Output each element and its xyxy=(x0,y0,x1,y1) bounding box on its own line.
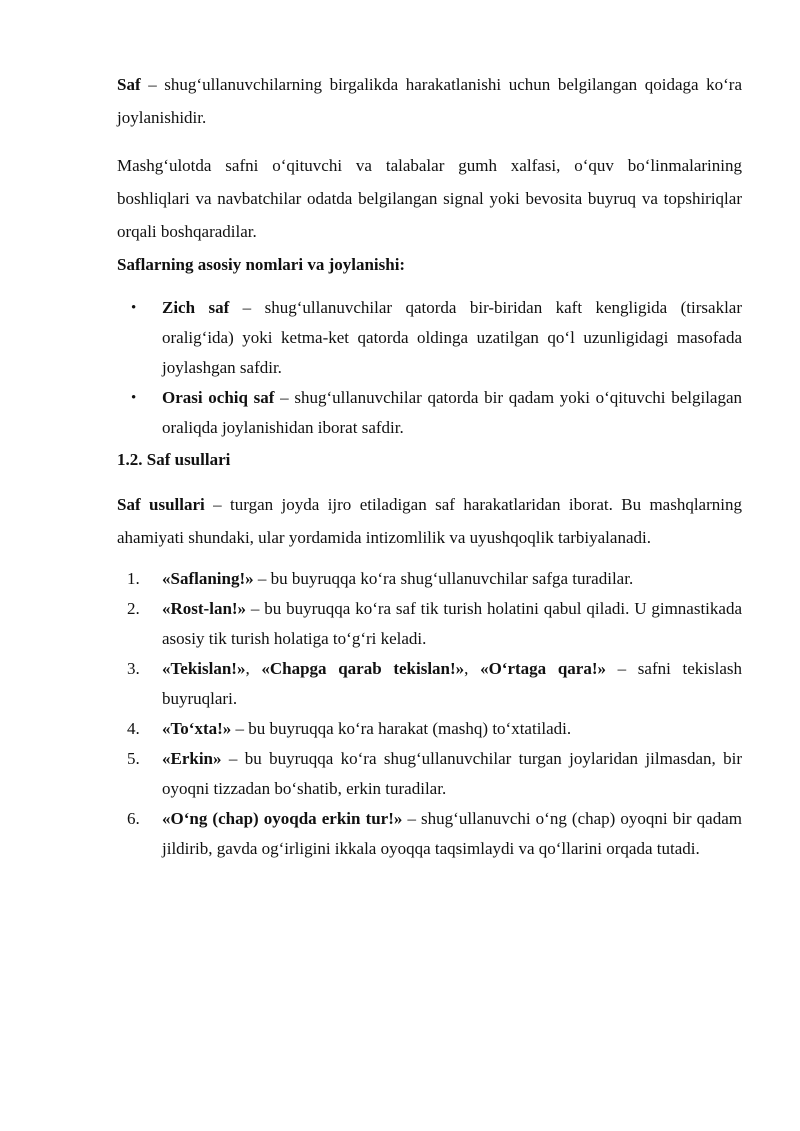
list-number: 2. xyxy=(127,599,140,618)
command-name: «To‘xta!» xyxy=(162,719,232,738)
list-item-text: – safni tekislash buyruqlari. xyxy=(162,659,742,708)
list-number: 6. xyxy=(127,809,140,828)
command-name: «Tekislan!» xyxy=(162,659,246,678)
list-item-text: , xyxy=(245,659,262,678)
paragraph-text: – turgan joyda ijro etiladigan saf harakatlaridan iborat. Bu mashqlarning ahamiyati shundaki, ular yordamida intizomlilik va uyushqoqlik tarbiyalanadi. xyxy=(117,495,742,547)
command-name: «Rost-lan!» xyxy=(162,599,247,618)
list-item-text: – bu buyruqqa ko‘ra shug‘ullanuvchilar safga turadilar. xyxy=(253,569,634,588)
list-item-text: , xyxy=(464,659,481,678)
term-saf-usullari: Saf usullari xyxy=(117,495,205,514)
term-orasi-ochiq-saf: Orasi ochiq saf xyxy=(162,388,275,407)
command-name: «O‘ng (chap) oyoqda erkin tur!» xyxy=(162,809,403,828)
paragraph-saf-usullari xyxy=(117,488,742,554)
list-item-text: – bu buyruqqa ko‘ra saf tik turish holatini qabul qiladi. U gimnastikada asosiy tik turish holatiga to‘g‘ri keladi. xyxy=(162,599,742,648)
list-item-text: – bu buyruqqa ko‘ra harakat (mashq) to‘xtatiladi. xyxy=(231,719,572,738)
list-item-text: – bu buyruqqa ko‘ra shug‘ullanuvchilar turgan joylaridan jilmasdan, bir oyoqni tizzadan bo‘shatib, erkin turadilar. xyxy=(162,749,742,798)
list-item xyxy=(117,804,742,864)
term-zich-saf: Zich saf xyxy=(162,298,230,317)
list-number: 1. xyxy=(127,569,140,588)
list-item-text: – shug‘ullanuvchilar qatorda bir-biridan kaft kengligida (tirsaklar oralig‘ida) yoki ketma-ket qatorda oldinga uzatilgan qo‘l uzunligidagi masofada joylashgan safdir. xyxy=(162,298,742,377)
command-name: «O‘rtaga qara!» xyxy=(480,659,606,678)
bullet-list xyxy=(117,293,742,443)
paragraph-saf-management xyxy=(117,149,742,248)
term-saf: Saf xyxy=(117,75,141,94)
bullet-marker: • xyxy=(131,390,137,406)
list-number: 4. xyxy=(127,719,140,738)
list-item xyxy=(117,744,742,804)
paragraph-text: – shug‘ullanuvchilarning birgalikda harakatlanishi uchun belgilangan qoidaga ko‘ra joylanishidir. xyxy=(117,75,742,127)
command-name: «Chapga qarab tekislan!» xyxy=(261,659,465,678)
list-item xyxy=(117,654,742,714)
list-item xyxy=(117,293,742,383)
command-name: «Saflaning!» xyxy=(162,569,254,588)
numbered-list xyxy=(117,564,742,864)
list-item xyxy=(117,383,742,443)
list-item xyxy=(117,594,742,654)
list-item-text: – shug‘ullanuvchi o‘ng (chap) oyoqni bir qadam jildirib, gavda og‘irligini ikkala oyoqqa taqsimlaydi va qo‘llarini orqada tutadi. xyxy=(162,809,742,858)
list-item-text: – shug‘ullanuvchilar qatorda bir qadam yoki o‘qituvchi belgilagan oraliqda joylanishidan iborat safdir. xyxy=(162,388,743,437)
bullet-marker: • xyxy=(131,300,137,316)
section-heading-saf-names: Saflarning asosiy nomlari va joylanishi: xyxy=(117,255,406,274)
paragraph-saf-definition xyxy=(117,68,742,134)
command-name: «Erkin» xyxy=(162,749,222,768)
paragraph-text: Mashg‘ulotda safni o‘qituvchi va talabalar gumh xalfasi, o‘quv bo‘linmalarining boshliqlari va navbatchilar odatda belgilangan signal yoki bevosita buyruq va topshiriqlar orqali boshqaradilar. xyxy=(117,156,742,241)
list-number: 5. xyxy=(127,749,140,768)
list-number: 3. xyxy=(127,659,140,678)
section-heading-saf-usullari: 1.2. Saf usullari xyxy=(117,450,231,469)
list-item xyxy=(117,714,742,744)
list-item xyxy=(117,564,742,594)
document-page xyxy=(117,68,742,864)
